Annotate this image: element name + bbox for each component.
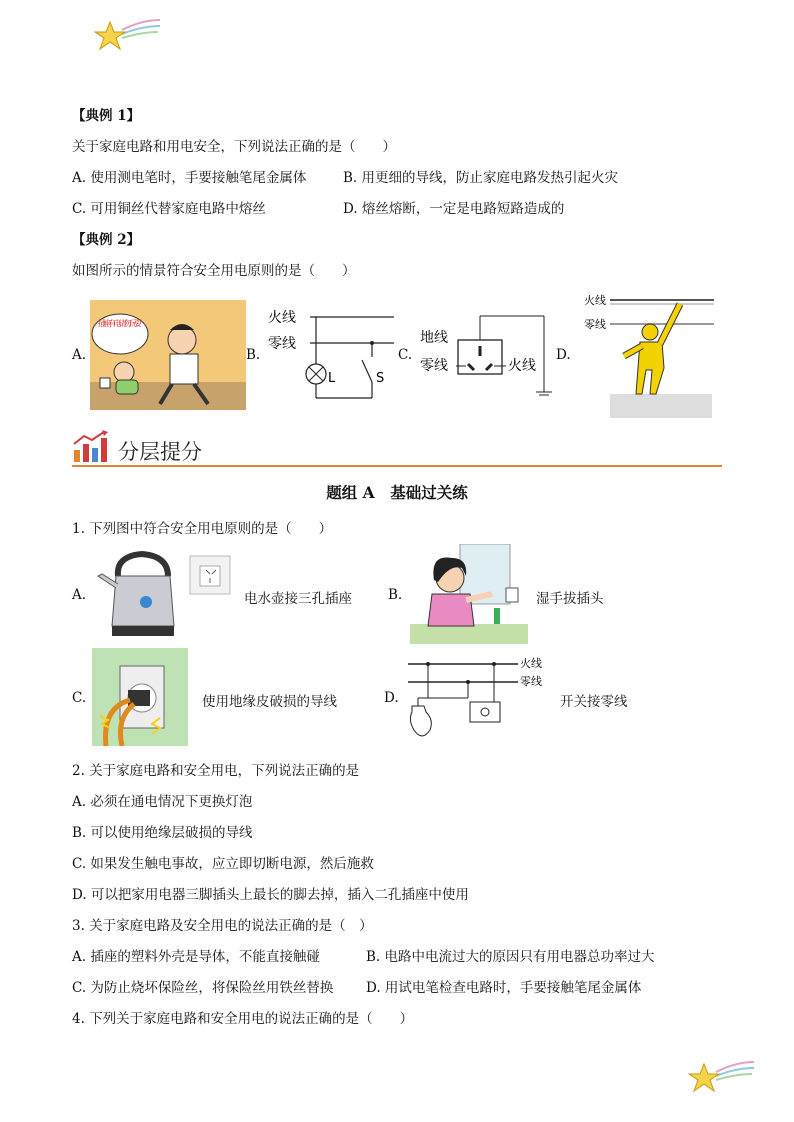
neutral-wire-label: 零线 [268, 336, 296, 352]
bar-chart-trend-icon [72, 430, 110, 462]
example2-label: 【典例 2】 [72, 232, 141, 248]
example1-option-d: D. 熔丝熔断，一定是电路短路造成的 [343, 201, 565, 217]
person-touching-wires-image [580, 290, 714, 418]
wet-hand-unplug-image [410, 544, 528, 644]
example2-option-a-label: A. [72, 347, 87, 363]
electric-kettle-socket-image [94, 546, 234, 644]
example1-question: 关于家庭电路和用电安全，下列说法正确的是（ ） [72, 139, 396, 155]
q2-option-b: B. 可以使用绝缘层破损的导线 [72, 825, 253, 841]
switch-label: S [376, 371, 385, 386]
example2-option-b-label: B. [246, 347, 261, 363]
ground-wire-label: 地线 [420, 330, 448, 346]
example1-label: 【典例 1】 [72, 108, 141, 124]
example2-option-d-label: D. [556, 347, 571, 363]
section-title: 分层提分 [118, 440, 202, 464]
example2-option-c-label: C. [398, 347, 413, 363]
q1-option-d-label: D. [384, 690, 399, 706]
q1-question: 1. 下列图中符合安全用电原则的是（ ） [72, 521, 333, 537]
lamp-switch-circuit-diagram [262, 302, 398, 402]
q4-question: 4. 下列关于家庭电路和安全用电的说法正确的是（ ） [72, 1011, 414, 1027]
q1-option-a-caption: 电水壶接三孔插座 [244, 591, 352, 607]
live-wire-label: 火线 [268, 310, 296, 326]
example1-option-c: C. 可用铜丝代替家庭电路中熔丝 [72, 201, 266, 217]
damaged-wire-socket-image [92, 648, 188, 746]
example1-option-a: A. 使用测电笔时，手要接触笔尾金属体 [72, 170, 307, 186]
fig-d-neutral-label: 零线 [584, 318, 606, 331]
q2-option-a: A. 必须在通电情况下更换灯泡 [72, 794, 253, 810]
socket-neutral-label: 零线 [420, 358, 448, 374]
q3-option-b: B. 电路中电流过大的原因只有用电器总功率过大 [366, 949, 655, 965]
shooting-star-icon [686, 1058, 758, 1100]
switch-on-neutral-circuit-diagram [404, 654, 554, 746]
q1-option-c-label: C. [72, 690, 87, 706]
example2-question: 如图所示的情景符合安全用电原则的是（ ） [72, 263, 356, 279]
shooting-star-icon [92, 16, 164, 58]
section-divider [72, 465, 722, 467]
group-title: 题组 A 基础过关练 [326, 483, 468, 502]
socket-live-label: 火线 [508, 358, 536, 374]
q1-d-neutral-label: 零线 [520, 675, 542, 688]
q1-option-d-caption: 开关接零线 [560, 694, 628, 710]
q3-option-d: D. 用试电笔检查电路时，手要接触笔尾金属体 [366, 980, 642, 996]
three-hole-socket-wiring-diagram [416, 314, 556, 398]
q1-option-b-label: B. [388, 587, 403, 603]
fig-d-live-label: 火线 [584, 294, 606, 307]
q2-option-d: D. 可以把家用电器三脚插头上最长的脚去掉，插入二孔插座中使用 [72, 887, 469, 903]
q2-option-c: C. 如果发生触电事故，应立即切断电源，然后施救 [72, 856, 374, 872]
q3-option-a: A. 插座的塑料外壳是导体，不能直接触碰 [72, 949, 320, 965]
socket-warning-text: 插座有电请勿玩耍 [98, 319, 142, 328]
q2-question: 2. 关于家庭电路和安全用电，下列说法正确的是 [72, 763, 360, 779]
q3-option-c: C. 为防止烧坏保险丝，将保险丝用铁丝替换 [72, 980, 334, 996]
q1-option-a-label: A. [72, 587, 87, 603]
q1-d-live-label: 火线 [520, 657, 542, 670]
lamp-label: L [328, 371, 336, 386]
example1-option-b: B. 用更细的导线，防止家庭电路发热引起火灾 [343, 170, 619, 186]
q1-option-b-caption: 湿手拔插头 [536, 591, 604, 607]
q1-option-c-caption: 使用地缘皮破损的导线 [202, 694, 337, 710]
q3-question: 3. 关于家庭电路及安全用电的说法正确的是（ ） [72, 918, 373, 934]
child-socket-cartoon-image [90, 300, 246, 410]
